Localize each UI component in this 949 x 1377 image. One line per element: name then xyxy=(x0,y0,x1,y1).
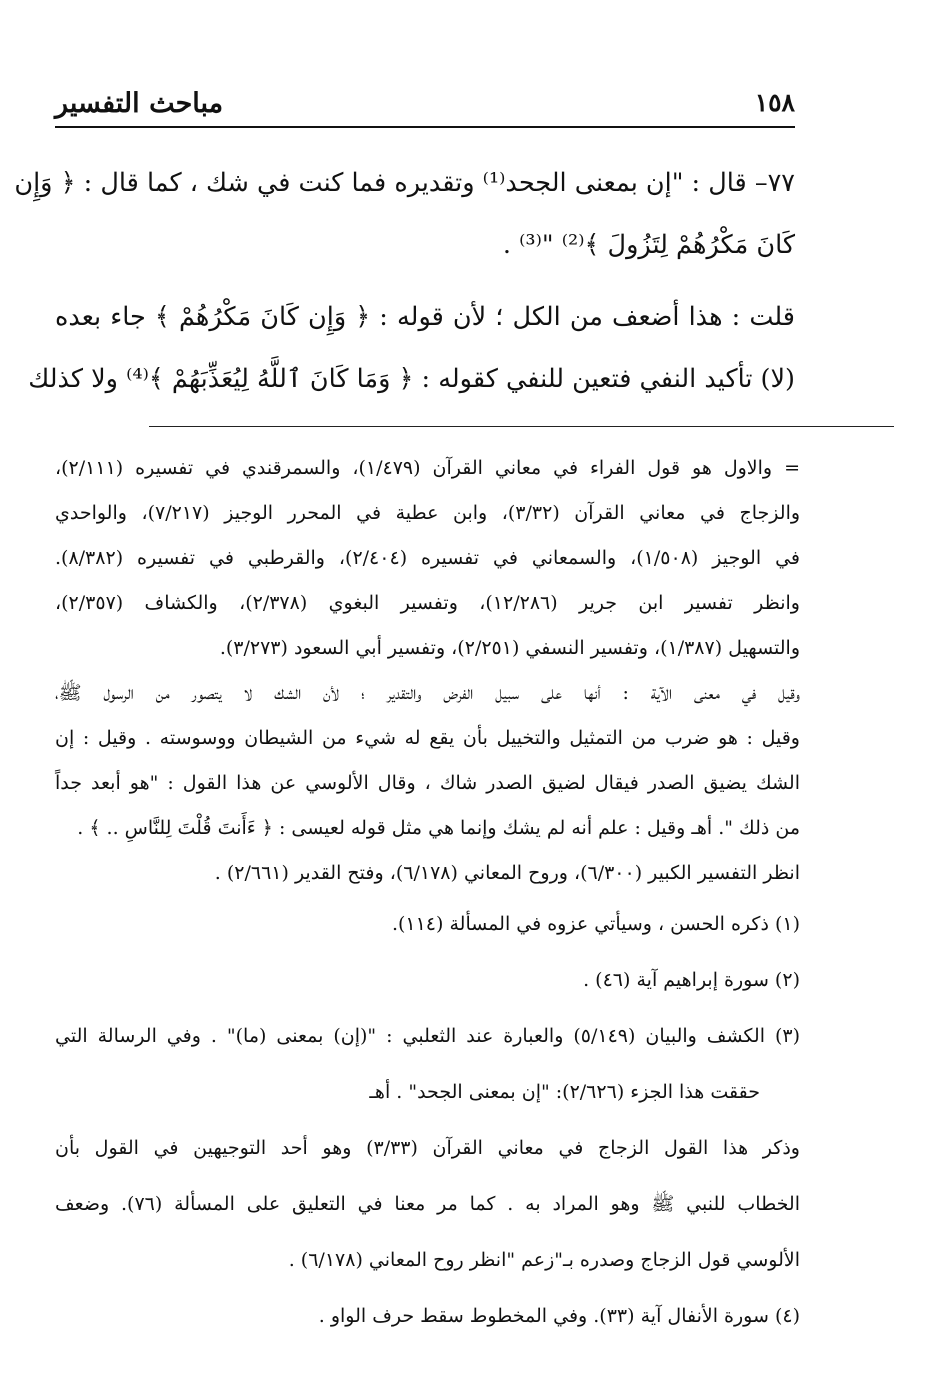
footnote-line: (٤) سورة الأنفال آية (٣٣). وفي المخطوط سقط حرف الواو . xyxy=(318,1305,800,1327)
footnote-line: (١) ذكره الحسن ، وسيأتي عزوه في المسألة (١١٤). xyxy=(391,913,800,935)
footnote-line: وقيل : هو ضرب من التمثيل والتخييل بأن يقع له شيء من الشيطان ووسوسته . وقيل : إن xyxy=(55,727,800,749)
footnote-line: = والاول هو قول الفراء في معاني القرآن (١/٤٧٩)، والسمرقندي في تفسيره (٢/١١١)، xyxy=(55,457,800,479)
page-number: ١٥٨ xyxy=(754,88,795,117)
footnote-line: وانظر تفسير ابن جرير (١٢/٢٨٦)، وتفسير البغوي (٢/٣٧٨)، والكشاف (٢/٣٥٧)، xyxy=(55,592,800,614)
footnote-line: من ذلك ". أهـ وقيل : علم أنه لم يشك وإنما هي مثل قوله لعيسى : ﴿ ءَأَنتَ قُلْتَ لِلنَّاسِ .. ﴾ . xyxy=(77,817,800,839)
main-line: (لا) تأكيد النفي فتعين للنفي كقوله : ﴿ وَمَا كَانَ ٱللَّهُ لِيُعَذِّبَهُمْ ﴾⁽⁴⁾ ولا كذلك xyxy=(28,364,795,394)
page-header xyxy=(55,88,795,128)
footnote-line: وذكر هذا القول الزجاج في معاني القرآن (٣/٣٣) وهو أحد التوجيهين في القول بأن xyxy=(55,1137,800,1159)
running-title: مباحث التفسير xyxy=(55,88,224,119)
main-line: قلت : هذا أضعف من الكل ؛ لأن قوله : ﴿ وَإِن كَانَ مَكْرُهُمْ ﴾ جاء بعده xyxy=(55,302,795,332)
footnote-line: الألوسي قول الزجاج وصدره بـ"زعم "انظر روح المعاني (٦/١٧٨) . xyxy=(288,1249,800,1271)
footnotes xyxy=(55,446,800,1344)
main-line: ٧٧– قال : "إن بمعنى الجحد⁽¹⁾ وتقديره فما كنت في شك ، كما قال : ﴿ وَإِن xyxy=(14,168,795,198)
footnote-line: حققت هذا الجزء (٢/٦٢٦): "إن بمعنى الجحد" . أهـ xyxy=(369,1081,760,1103)
footnote-line: (٢) سورة إبراهيم آية (٤٦) . xyxy=(583,969,800,991)
main-text xyxy=(14,152,795,410)
footnote-line: والزجاج في معاني القرآن (٣/٣٢)، وابن عطية في المحرر الوجيز (٧/٢١٧)، والواحدي xyxy=(55,502,801,524)
footnote-line: (٣) الكشف والبيان (٥/١٤٩) والعبارة عند الثعلبي : "(إن) بمعنى (ما)" . وفي الرسالة التي xyxy=(55,1025,801,1047)
main-line: كَانَ مَكْرُهُمْ لِتَزُولَ ﴾⁽²⁾ "⁽³⁾ . xyxy=(502,230,795,260)
footnote-line: الشك يضيق الصدر فيقال لضيق الصدر شاك ، وقال الألوسي عن هذا القول : "هو أبعد جداً xyxy=(55,772,800,794)
footnote-line: انظر التفسير الكبير (٦/٣٠٠)، وروح المعاني (٦/١٧٨)، وفتح القدير (٢/٦٦١) . xyxy=(214,862,800,884)
footnote-line: وقيل في معنى الآية : أنها على سبيل الفرض والتقدير ؛ لأن الشك لا يتصور من الرسول ﷺ، xyxy=(55,682,800,704)
footnote-line: الخطاب للنبي ﷺ وهو المراد به . كما مر معنا في التعليق على المسألة (٧٦). وضعف xyxy=(55,1193,800,1215)
footnote-separator xyxy=(149,426,894,427)
footnote-line: والتسهيل (١/٣٨٧)، وتفسير النسفي (٢/٢٥١)، وتفسير أبي السعود (٣/٢٧٣). xyxy=(219,637,800,659)
footnote-line: في الوجيز (١/٥٠٨)، والسمعاني في تفسيره (٢/٤٠٤)، والقرطبي في تفسيره (٨/٣٨٢). xyxy=(55,547,800,569)
